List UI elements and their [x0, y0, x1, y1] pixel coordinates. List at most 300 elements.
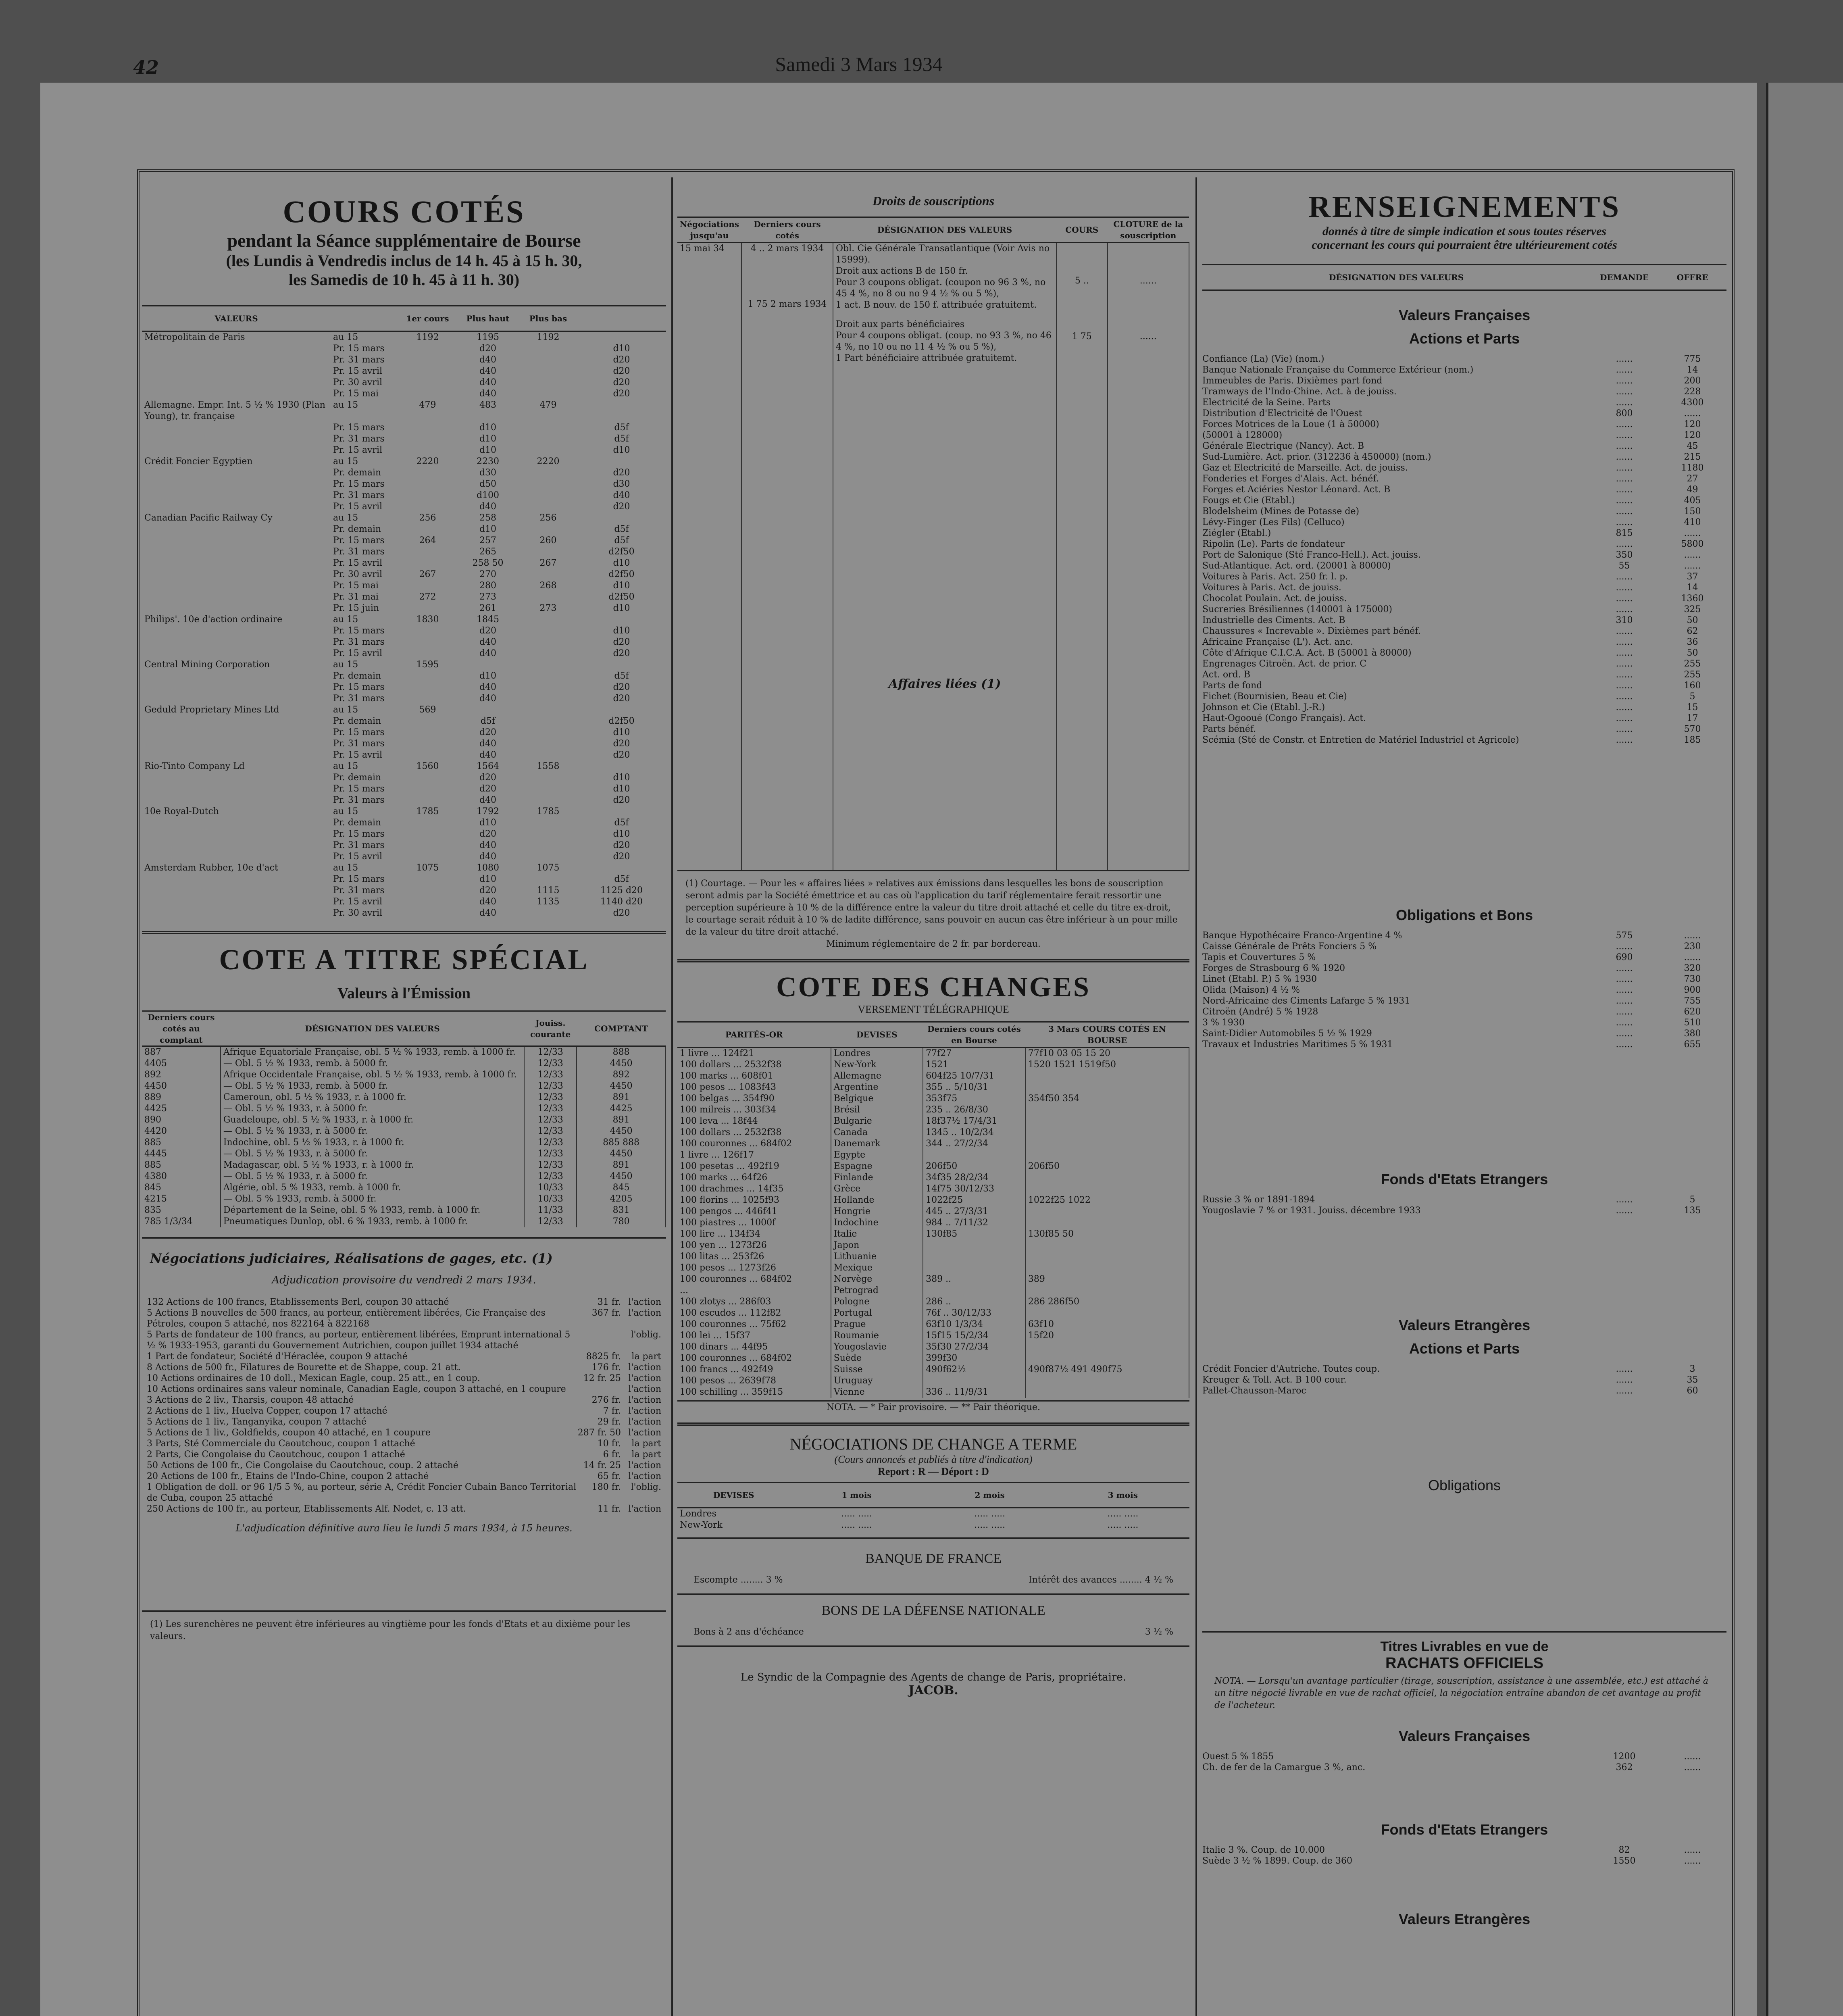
parite-unit: 100 piastres [680, 1218, 736, 1228]
cours-row [142, 614, 666, 625]
rens-item [1202, 1751, 1726, 1762]
table-cell [142, 795, 331, 806]
negociation-item [147, 1384, 661, 1395]
cours-row [142, 738, 666, 750]
table-cell: Pr. demain [333, 524, 381, 534]
rens-offre: 3 [1689, 1364, 1695, 1374]
table-cell: d2f50 [608, 716, 635, 726]
droits-cours-2: 1 75 2 mars 1934 [748, 299, 827, 309]
banque-title: BANQUE DE FRANCE [865, 1551, 1002, 1566]
rens-name: (50001 à 128000) [1202, 430, 1283, 440]
table-cell: d20 [613, 795, 630, 805]
cours-row [142, 422, 666, 433]
devise-cell: Bulgarie [831, 1116, 923, 1127]
rens-item [1202, 441, 1726, 452]
cours-row [142, 501, 666, 512]
rens-offre: 14 [1687, 365, 1698, 375]
table-cell: 780 [577, 1216, 666, 1227]
rens-demande: ...... [1616, 463, 1633, 473]
rens-offre: 255 [1684, 659, 1701, 669]
table-cell: d5f [614, 671, 629, 681]
table-cell: 11/33 [524, 1205, 577, 1216]
table-header: Plus haut [456, 306, 519, 331]
rens-demande: 55 [1618, 561, 1630, 571]
parite-unit: 100 milreis [680, 1105, 731, 1115]
cours-row [142, 908, 666, 919]
table-cell: Pr. demain [333, 818, 381, 828]
rens-offre: 570 [1684, 724, 1701, 734]
banque-rates: Escompte ........ 3 % Intérêt des avances ........ 4 ½ % [693, 1575, 1173, 1585]
table-cell [519, 851, 577, 862]
table-cell [519, 569, 577, 580]
table-cell [399, 377, 456, 388]
rens-offre: 60 [1687, 1386, 1698, 1396]
table-cell: d5f [614, 818, 629, 828]
droits-table: Négociations jusqu'au Derniers cours cotés DÉSIGNATION DES VALEURS COURS CLOTURE de la souscription 15 mai 34 4 .. 2 mars 1934 1 75 2 mars 1934 Obl. Cie Générale Transatlantique (Voir Avis no 15999). Droit aux actions B de 150 fr. Pour 3 coupons obligat. (coupon no 96 3 %, no 45 4 %, no 8 ou no 9 4 ½ % ou 5 %), 1 act. B nouv. de 150 f. attribuée gratuitemt. Droit aux parts bénéficiaires Pour 4 coupons obligat. (coup. no 93 3 %, no 46 4 %, no 10 ou no 11 4 ½ % ou 5 %), 1 Part bénéficiaire attribuée gratuitemt. Affaires liées (1) 5 .. 1 75 ...... ...... [677, 217, 1189, 870]
terme-row [677, 1520, 1189, 1531]
parite-unit: 100 belgas [680, 1093, 729, 1104]
table-cell [142, 840, 331, 851]
rens-offre: 62 [1687, 626, 1698, 636]
rens-offre: ...... [1684, 561, 1701, 571]
rens-demande: ...... [1616, 376, 1633, 386]
rens-offre: 410 [1684, 517, 1701, 527]
table-cell [519, 546, 577, 558]
dernier-cours-cell: 77f27 [923, 1048, 1025, 1060]
table-cell: d10 [613, 784, 630, 794]
table-cell: 12/33 [524, 1171, 577, 1182]
rens-demande: ...... [1616, 354, 1633, 364]
rens-name: Confiance (La) (Vie) (nom.) [1202, 354, 1324, 364]
table-cell [519, 817, 577, 829]
rens-item [1202, 506, 1726, 517]
table-cell: 12/33 [524, 1058, 577, 1069]
dernier-cours-cell [923, 1240, 1025, 1251]
syndic-name: JACOB. [908, 1683, 958, 1697]
negociation-item [147, 1373, 661, 1384]
table-cell: d20 [479, 773, 497, 783]
rens-name: Banque Nationale Française du Commerce Extérieur (nom.) [1202, 365, 1474, 375]
rens-offre: 17 [1687, 713, 1698, 723]
negociation-price: 8825 fr. [586, 1352, 621, 1362]
cours-cote-cell [1025, 1150, 1189, 1161]
table-cell [519, 727, 577, 738]
table-cell [399, 885, 456, 896]
rens-demande: 82 [1618, 1845, 1630, 1855]
table-cell [399, 908, 456, 919]
parite-unit: 100 lire [680, 1229, 715, 1239]
cours-row [142, 829, 666, 840]
special-subtitle: Valeurs à l'Émission [337, 985, 471, 1002]
table-cell: 887 [142, 1046, 221, 1058]
changes-row [677, 1183, 1189, 1195]
rens-offre: 755 [1684, 996, 1701, 1006]
terme-table [677, 1482, 1189, 1531]
table-cell: 2230 [477, 456, 499, 467]
cours-row [142, 637, 666, 648]
table-cell: au 15 [333, 660, 358, 670]
rens-demande: 575 [1616, 931, 1633, 941]
parite-value: 608f01 [741, 1071, 773, 1081]
rens-offre: 14 [1687, 583, 1698, 593]
devise-cell: Belgique [831, 1093, 923, 1104]
cours-row [142, 682, 666, 693]
parite-cell: 100 belgas ... 354f90 [677, 1093, 831, 1104]
rens-demande: ...... [1616, 1039, 1633, 1050]
rachats-section-fe: Fonds d'Etats Etrangers [1381, 1821, 1548, 1838]
special-row [142, 1171, 666, 1182]
negociation-item [147, 1329, 661, 1351]
table-cell [519, 377, 577, 388]
negociation-unit: l'oblig. [631, 1330, 661, 1340]
table-cell [399, 524, 456, 535]
table-cell: 12/33 [524, 1216, 577, 1227]
cours-cote-cell: 286 286f50 [1025, 1296, 1189, 1308]
rens-item [1202, 713, 1726, 724]
table-cell: 1785 [537, 806, 560, 816]
table-cell: Pr. demain [333, 468, 381, 478]
rens-name: Linet (Etabl. P.) 5 % 1930 [1202, 974, 1317, 984]
rens-demande: ...... [1616, 594, 1633, 604]
rens-demande: 1550 [1613, 1856, 1636, 1866]
dernier-cours-cell: 399f30 [923, 1353, 1025, 1364]
rens-demande: ...... [1616, 659, 1633, 669]
table-header: COMPTANT [577, 1011, 666, 1046]
table-cell: d40 [479, 648, 497, 658]
rens-item [1202, 419, 1726, 430]
negociation-unit: l'action [628, 1297, 661, 1307]
rachats-fe-list [1202, 1845, 1726, 1866]
table-cell: d10 [479, 423, 497, 433]
parite-cell: 100 dollars ... 2532f38 [677, 1127, 831, 1138]
table-cell: 268 [539, 581, 557, 591]
table-cell: d10 [479, 671, 497, 681]
devise-cell: Vienne [831, 1387, 923, 1398]
table-cell: d40 [479, 355, 497, 365]
courtage-minimum: Minimum réglementaire de 2 fr. par bordereau. [826, 939, 1041, 949]
negociation-item [147, 1449, 661, 1460]
dernier-cours-cell: 1521 [923, 1059, 1025, 1070]
rens-offre: 35 [1687, 1375, 1698, 1385]
dernier-cours-cell: 353f75 [923, 1093, 1025, 1104]
rens-name: Caisse Générale de Prêts Fonciers 5 % [1202, 941, 1377, 952]
table-cell: d10 [613, 344, 630, 354]
table-cell: Pr. 15 mars [333, 626, 385, 636]
table-cell [519, 422, 577, 433]
table-cell: d40 [479, 852, 497, 862]
cours-cote-cell [1025, 1240, 1189, 1251]
cours-cote-cell: 130f85 50 [1025, 1229, 1189, 1240]
table-cell [142, 874, 331, 885]
table-cell: Pr. demain [333, 773, 381, 783]
devise-cell: Indochine [831, 1217, 923, 1229]
parite-unit: 100 schilling [680, 1387, 738, 1397]
dernier-cours-cell: 604f25 10/7/31 [923, 1070, 1025, 1082]
table-cell: Département de la Seine, obl. 5 % 1933, remb. à 1000 fr. [221, 1205, 524, 1216]
table-cell [142, 716, 331, 727]
rens-item [1202, 517, 1726, 528]
droits-lines-1 [836, 243, 1054, 311]
rens-item [1202, 1375, 1726, 1385]
table-cell [399, 795, 456, 806]
table-cell: d5f [480, 716, 496, 726]
table-cell: 4450 [142, 1081, 221, 1092]
changes-row [677, 1138, 1189, 1150]
rens-section-fe: Fonds d'Etats Etrangers [1381, 1171, 1548, 1187]
table-cell: 4450 [577, 1148, 666, 1160]
rens-name: Blodelsheim (Mines de Potasse de) [1202, 506, 1360, 516]
table-cell: d10 [613, 603, 630, 613]
parite-unit: 100 dollars [680, 1060, 731, 1070]
table-cell [399, 388, 456, 400]
rens-name: Suède 3 ½ % 1899. Coup. de 360 [1202, 1856, 1352, 1866]
table-cell [142, 490, 331, 501]
cours-row [142, 479, 666, 490]
parite-value: 134f34 [729, 1229, 760, 1239]
table-cell: — Obl. 5 ½ % 1933, r. à 5000 fr. [221, 1103, 524, 1114]
table-cell [142, 591, 331, 603]
table-cell: 1075 [416, 863, 439, 873]
table-cell [399, 501, 456, 512]
table-cell: d40 [479, 840, 497, 850]
cours-row [142, 388, 666, 400]
devise-cell: Japon [831, 1240, 923, 1251]
table-cell: Algérie, obl. 5 % 1933, remb. à 1000 fr. [221, 1182, 524, 1193]
table-cell [456, 704, 519, 716]
changes-nota: NOTA. — * Pair provisoire. — ** Pair théorique. [677, 1400, 1189, 1414]
cours-cote-cell: 206f50 [1025, 1161, 1189, 1172]
changes-row [677, 1262, 1189, 1274]
table-cell: Geduld Proprietary Mines Ltd [144, 705, 279, 715]
table-cell [142, 535, 331, 546]
devise-cell: Egypte [831, 1150, 923, 1161]
parite-cell: 100 couronnes ... 75f62 [677, 1319, 831, 1330]
devise-cell: New-York [831, 1059, 923, 1070]
rens-name: Fichet (Bournisien, Beau et Cie) [1202, 691, 1347, 702]
table-cell: 4450 [577, 1126, 666, 1137]
cours-hours-2: les Samedis de 10 h. 45 à 11 h. 30) [288, 271, 520, 289]
table-cell: d5f [614, 423, 629, 433]
cours-row [142, 693, 666, 704]
column-rule-2 [1195, 177, 1197, 2016]
table-cell: d20 [613, 502, 630, 512]
table-cell [519, 388, 577, 400]
table-cell: 256 [539, 513, 557, 523]
rens-offre: 405 [1684, 496, 1701, 506]
rens-item [1202, 1017, 1726, 1028]
rens-name: Ch. de fer de la Camargue 3 %, anc. [1202, 1762, 1366, 1772]
rens-demande: ...... [1616, 626, 1633, 636]
table-cell [142, 772, 331, 783]
cours-cote-cell: 63f10 [1025, 1319, 1189, 1330]
rens-offre: 1180 [1681, 463, 1704, 473]
table-header: 3 Mars COURS COTÉS EN BOURSE [1025, 1022, 1189, 1048]
table-cell: 1845 [477, 614, 499, 625]
parite-cell: 100 francs ... 492f49 [677, 1364, 831, 1375]
changes-row [677, 1296, 1189, 1308]
cours-cote-cell: 77f10 03 05 15 20 [1025, 1048, 1189, 1060]
table-cell: d20 [613, 648, 630, 658]
rens-item [1202, 484, 1726, 495]
table-cell [142, 479, 331, 490]
column-cours [142, 169, 666, 2016]
rens-name: Scémia (Sté de Constr. et Entretien de Matériel Industriel et Agricole) [1202, 735, 1519, 745]
rens-name: Distribution d'Electricité de l'Ouest [1202, 408, 1362, 419]
negociation-unit: la part [631, 1450, 661, 1460]
table-cell: Pr. 15 mai [333, 389, 379, 399]
changes-row [677, 1274, 1189, 1285]
negociation-unit: l'action [628, 1384, 661, 1394]
negociation-unit: l'action [628, 1417, 661, 1427]
parite-unit: 100 marks [680, 1071, 728, 1081]
cours-cote-cell [1025, 1217, 1189, 1229]
table-cell: d20 [613, 637, 630, 647]
rens-offre: 215 [1684, 452, 1701, 462]
negociation-text: 250 Actions de 100 fr., au porteur, Etablissements Alf. Nodet, c. 13 att. [147, 1504, 466, 1514]
dernier-cours-cell: 984 .. 7/11/32 [923, 1217, 1025, 1229]
cours-row [142, 524, 666, 535]
cours-row [142, 671, 666, 682]
table-cell: Pr. 15 mars [333, 535, 385, 546]
table-header: PARITÉS-OR [677, 1022, 831, 1048]
parite-cell: 100 schilling ... 359f15 [677, 1387, 831, 1398]
rens-demande: ...... [1616, 985, 1633, 995]
devise-cell: Suisse [831, 1364, 923, 1375]
table-header: 1er cours [399, 306, 456, 331]
rens-name: Banque Hypothécaire Franco-Argentine 4 % [1202, 931, 1402, 941]
table-cell [577, 659, 666, 671]
cours-row [142, 750, 666, 761]
table-cell [399, 727, 456, 738]
rens-item [1202, 452, 1726, 462]
cours-row [142, 546, 666, 558]
rens-name: Sucreries Brésiliennes (140001 à 175000) [1202, 604, 1392, 614]
table-cell: Pr. 31 mars [333, 795, 385, 805]
table-cell: d20 [479, 829, 497, 839]
table-cell: — Obl. 5 ½ % 1933, remb. à 5000 fr. [221, 1058, 524, 1069]
table-header: Derniers cours cotés en Bourse [923, 1022, 1025, 1048]
parite-unit: 100 lei [680, 1331, 711, 1341]
changes-row [677, 1104, 1189, 1116]
changes-row [677, 1082, 1189, 1093]
parite-value: 1083f43 [739, 1082, 777, 1092]
rens-demande: ...... [1616, 398, 1633, 408]
parite-cell: 100 pengos ... 446f41 [677, 1206, 831, 1217]
parite-unit: 100 escudos [680, 1308, 736, 1318]
negociation-text: 1 Part de fondateur, Société d'Héraclée, coupon 9 attaché [147, 1352, 408, 1362]
cours-cote-cell [1025, 1104, 1189, 1116]
table-cell: Pr. 15 mars [333, 479, 385, 489]
table-header: 1 mois [790, 1483, 923, 1508]
rens-item [1202, 1006, 1726, 1017]
table-cell: Cameroun, obl. 5 ½ % 1933, r. à 1000 fr. [221, 1092, 524, 1103]
rens-name: Voitures à Paris. Act. de jouiss. [1202, 583, 1341, 593]
special-row [142, 1046, 666, 1058]
rens-offre: 320 [1684, 963, 1701, 973]
negociation-unit: la part [631, 1352, 661, 1362]
table-cell: 892 [142, 1069, 221, 1081]
table-cell: 10e Royal-Dutch [144, 806, 219, 816]
table-cell [142, 377, 331, 388]
table-cell: 267 [419, 569, 436, 579]
cours-row [142, 591, 666, 603]
parite-unit: 1 livre [680, 1048, 709, 1058]
table-cell [142, 524, 331, 535]
parite-value: 1273f26 [739, 1263, 777, 1273]
parite-unit: 100 pesos [680, 1263, 725, 1273]
cours-row [142, 354, 666, 366]
rens-item [1202, 1194, 1726, 1205]
table-cell: d5f [614, 874, 629, 884]
cours-row [142, 366, 666, 377]
table-cell [456, 659, 519, 671]
table-cell: d20 [479, 626, 497, 636]
dernier-cours-cell: 63f10 1/3/34 [923, 1319, 1025, 1330]
table-cell [399, 750, 456, 761]
table-cell: Pr. 15 juin [333, 603, 379, 613]
rens-offre: 620 [1684, 1007, 1701, 1017]
table-header: CLOTURE de la souscription [1108, 217, 1189, 243]
table-cell: Pr. 31 mars [333, 434, 385, 444]
parite-value: 124f21 [723, 1048, 754, 1058]
parite-value: 359f15 [752, 1387, 783, 1397]
table-cell: au 15 [333, 806, 358, 816]
rens-item [1202, 560, 1726, 571]
avances-label: Intérêt des avances [1028, 1575, 1117, 1585]
devise-cell: Grèce [831, 1183, 923, 1195]
rens-demande: ...... [1616, 637, 1633, 647]
parite-value: 14f35 [758, 1184, 784, 1194]
table-cell: d30 [613, 479, 630, 489]
rens-offre: ...... [1684, 408, 1701, 419]
rens-name: Pallet-Chausson-Maroc [1202, 1386, 1306, 1396]
negociation-item [147, 1471, 661, 1482]
dernier-cours-cell: 336 .. 11/9/31 [923, 1387, 1025, 1398]
table-cell: 4425 [577, 1103, 666, 1114]
rens-item [1202, 495, 1726, 506]
cours-cote-cell [1025, 1172, 1189, 1183]
table-cell [399, 716, 456, 727]
devise-cell: Pologne [831, 1296, 923, 1308]
table-cell: Indochine, obl. 5 ½ % 1933, r. à 1000 fr. [221, 1137, 524, 1148]
table-cell: 4450 [577, 1058, 666, 1069]
rens-demande: ...... [1616, 713, 1633, 723]
rens-item [1202, 941, 1726, 952]
devise-cell: Petrograd [831, 1285, 923, 1296]
rens-demande: 362 [1616, 1762, 1633, 1772]
rachats-nota: NOTA. — Lorsqu'un avantage particulier (tirage, souscription, assistance à une assemblée, etc.) est attaché à un titre négocié livrable en vue de rachat officiel, la négociation entraîne abandon de cet avantage au profit de l'acheteur. [1214, 1676, 1708, 1710]
parite-unit: 100 litas [680, 1252, 719, 1262]
rens-offre: 5 [1689, 691, 1695, 702]
cours-row [142, 445, 666, 456]
cours-row [142, 806, 666, 817]
rens-demande: 815 [1616, 528, 1633, 538]
parite-cell: ... [677, 1285, 831, 1296]
devise-cell: Espagne [831, 1161, 923, 1172]
terme-cell: ..... ..... [1107, 1520, 1139, 1530]
table-cell [399, 829, 456, 840]
table-cell [399, 648, 456, 659]
changes-row [677, 1070, 1189, 1082]
table-header: Derniers cours cotés au comptant [142, 1011, 221, 1046]
terme-cell: ..... ..... [841, 1520, 872, 1530]
table-cell: 12/33 [524, 1126, 577, 1137]
table-cell [142, 546, 331, 558]
table-cell [519, 637, 577, 648]
table-cell: d5f [614, 535, 629, 546]
rens-offre: ...... [1684, 1845, 1701, 1855]
table-cell: — Obl. 5 ½ % 1933, r. à 5000 fr. [221, 1126, 524, 1137]
